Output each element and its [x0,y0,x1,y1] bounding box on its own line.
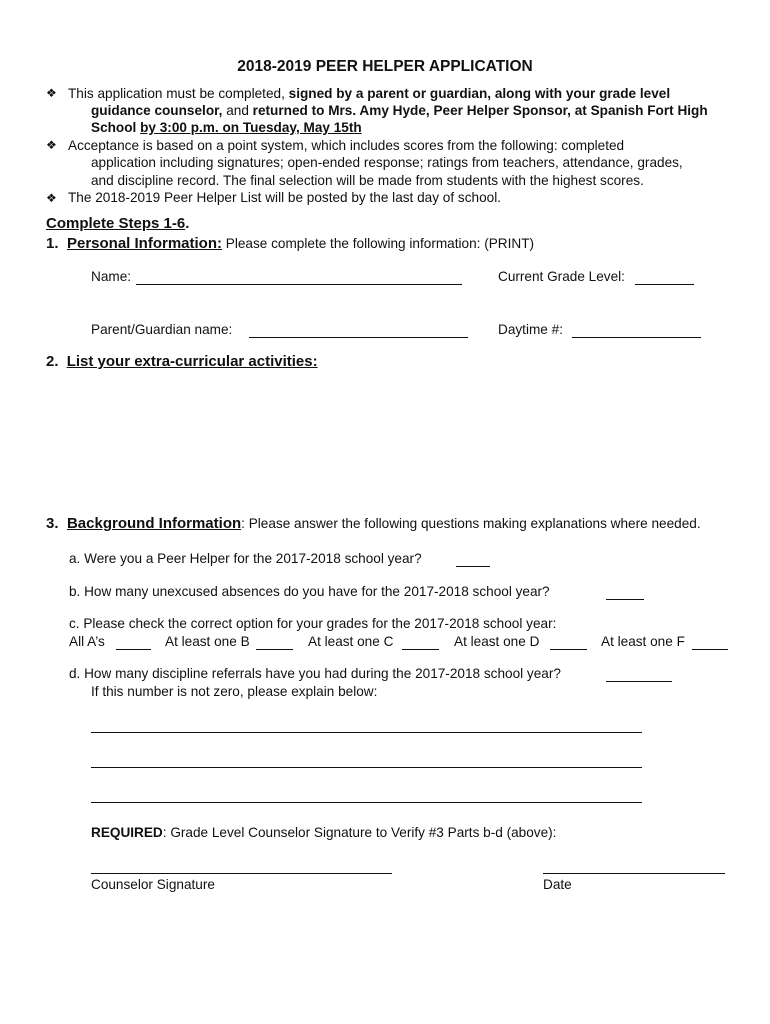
question-b: b. How many unexcused absences do you have for the 2017-2018 school year? [69,584,550,599]
bullet-1-line-3 [91,119,362,137]
required-text: : Grade Level Counselor Signature to Verify #3 Parts b-d (above): [162,825,557,840]
diamond-bullet-icon: ❖ [46,138,57,152]
bullet-2-line-1: Acceptance is based on a point system, which includes scores from the following: completed [68,138,625,153]
grade-option-one-f-field[interactable] [692,649,728,650]
grade-level-label: Current Grade Level: [498,269,625,284]
section-3-instruction: : Please answer the following questions making explanations where needed. [241,516,701,531]
bullet-2-line-2: application including signatures; open-ended response; ratings from teachers, attendance, grades, [91,155,683,170]
section-2-title: List your extra-curricular activities: [66,353,318,370]
required-note [91,824,556,842]
explanation-line-1[interactable] [91,732,642,733]
grade-option-one-b: At least one B [165,634,250,649]
grade-option-one-d-field[interactable] [550,649,587,650]
bullet-1-deadline: by 3:00 p.m. on Tuesday, May 15th [140,120,362,135]
bullet-1-bold-returned: returned to Mrs. Amy Hyde, Peer Helper Sponsor, at Spanish Fort High [252,103,708,118]
bullet-1-school: School [91,120,141,135]
required-label: REQUIRED [91,825,163,840]
name-label: Name: [91,269,132,284]
diamond-bullet-icon: ❖ [46,191,57,205]
question-d-answer-field[interactable] [606,681,672,682]
section-2-heading [46,352,318,371]
question-d-followup: If this number is not zero, please explain below: [91,684,378,699]
question-d: d. How many discipline referrals have you had during the 2017-2018 school year? [69,666,561,681]
section-1-title: Personal Information: [66,235,222,252]
explanation-line-2[interactable] [91,767,642,768]
bullet-1-and: and [222,103,253,118]
complete-steps-heading [46,214,189,233]
question-c: c. Please check the correct option for your grades for the 2017-2018 school year: [69,616,557,631]
section-1-instruction: Please complete the following information: (PRINT) [222,236,535,251]
section-3-number: 3. [46,515,59,532]
section-3-heading [46,514,701,533]
activities-answer-area[interactable] [46,375,726,505]
bullet-2-line-3: and discipline record. The final selection will be made from students with the highest scores. [91,173,644,188]
parent-guardian-field[interactable] [249,337,468,338]
grade-level-field[interactable] [635,284,694,285]
complete-steps-period: . [185,215,190,232]
complete-steps-text: Complete Steps 1-6 [46,215,186,232]
section-2-number: 2. [46,353,59,370]
grade-option-one-f: At least one F [601,634,685,649]
bullet-3-line-1: The 2018-2019 Peer Helper List will be posted by the last day of school. [68,190,501,205]
section-3-title: Background Information [66,515,242,532]
date-field[interactable] [543,873,725,874]
date-label: Date [543,877,572,892]
question-b-answer-field[interactable] [606,599,644,600]
grade-option-all-a: All A’s [69,634,105,649]
daytime-phone-field[interactable] [572,337,701,338]
bullet-1-bold-text: signed by a parent or guardian, along with your grade level [288,86,671,101]
explanation-line-3[interactable] [91,802,642,803]
grade-option-all-a-field[interactable] [116,649,151,650]
parent-guardian-label: Parent/Guardian name: [91,322,233,337]
page-title: 2018-2019 PEER HELPER APPLICATION [237,58,533,75]
diamond-bullet-icon: ❖ [46,86,57,100]
bullet-1-text: This application must be completed, [68,86,289,101]
section-1-number: 1. [46,235,59,252]
grade-option-one-c-field[interactable] [402,649,439,650]
counselor-signature-label: Counselor Signature [91,877,215,892]
bullet-1-line-2 [91,102,708,120]
bullet-1-bold-counselor: guidance counselor, [91,103,223,118]
grade-option-one-b-field[interactable] [256,649,293,650]
question-a-answer-field[interactable] [456,566,490,567]
name-field[interactable] [136,284,462,285]
bullet-1-line-1 [68,85,670,103]
section-1-heading [46,234,534,253]
question-a: a. Were you a Peer Helper for the 2017-2018 school year? [69,551,422,566]
counselor-signature-field[interactable] [91,873,392,874]
daytime-phone-label: Daytime #: [498,322,563,337]
grade-option-one-c: At least one C [308,634,394,649]
grade-option-one-d: At least one D [454,634,540,649]
